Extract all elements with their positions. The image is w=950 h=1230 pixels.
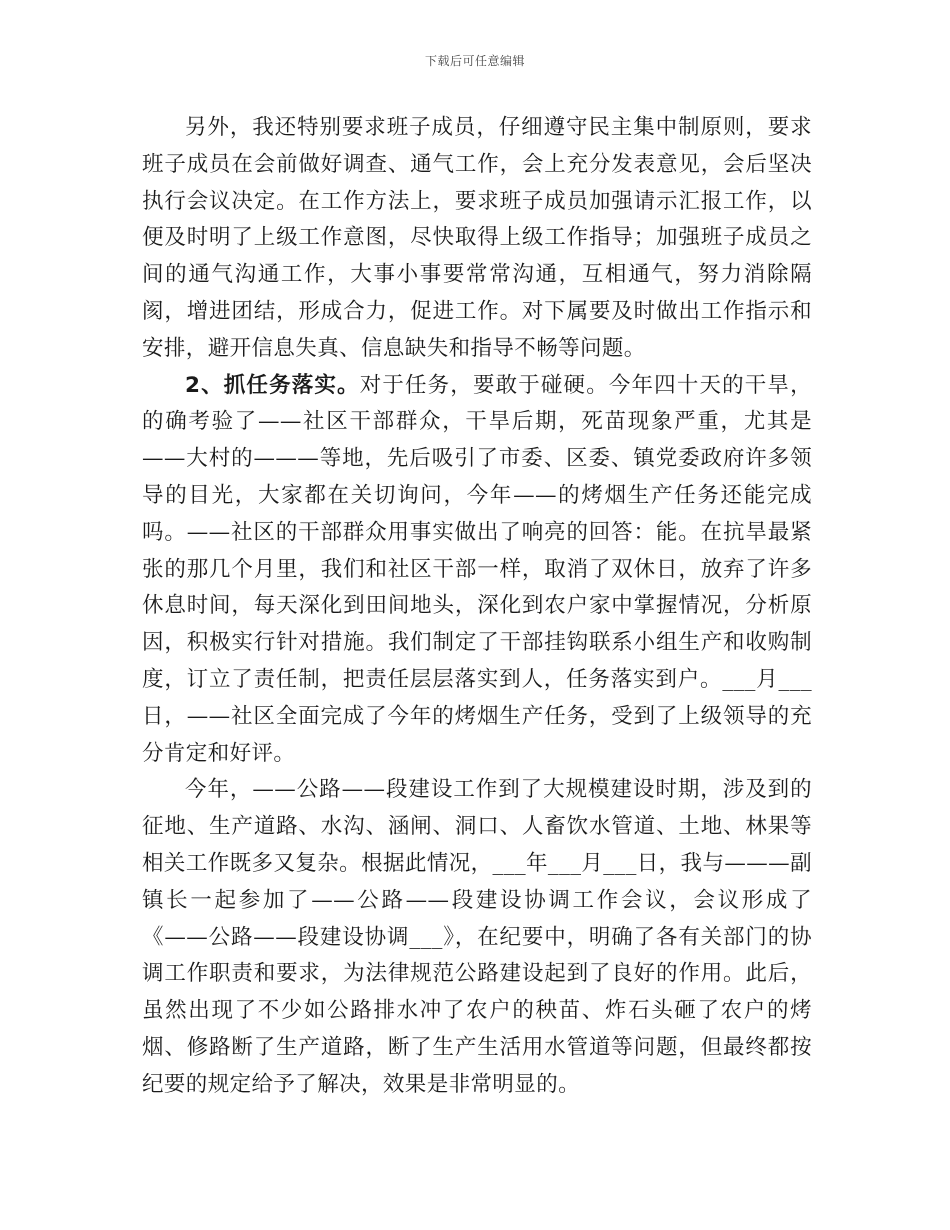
paragraph-1-text: 另外，我还特别要求班子成员，仔细遵守民主集中制原则，要求班子成员在会前做好调查、通气工作，会上充分发表意见，会后坚决执行会议决定。在工作方法上，要求班子成员加强请示汇报工作，以便及时明了上级工作意图，尽快取得上级工作指导；加强班子成员之间的通气沟通工作，大事小事要常常沟通，互相通气，努力消除隔阂，增进团结，形成合力，促进工作。对下属要及时做出工作指示和安排，避开信息失真、信息缺失和指导不畅等问题。 [142, 115, 812, 361]
paragraph-3-text: 今年，——公路——段建设工作到了大规模建设时期，涉及到的征地、生产道路、水沟、涵闸、洞口、人畜饮水管道、土地、林果等相关工作既多又复杂。根据此情况，___年___月___日，我与———副镇长一起参加了——公路——段建设协调工作会议，会议形成了《——公路——段建设协调___》，在纪要中，明确了各有关部门的协调工作职责和要求，为法律规范公路建设起到了良好的作用。此后，虽然出现了不少如公路排水冲了农户的秧苗、炸石头砸了农户的烤烟、修路断了生产道路，断了生产生活用水管道等问题，但最终都按纪要的规定给予了解决，效果是非常明显的。 [142, 777, 812, 1097]
document-body [142, 110, 812, 1104]
paragraph-1 [142, 110, 812, 368]
paragraph-2-heading: 2、抓任务落实。 [185, 372, 360, 398]
paragraph-2 [142, 368, 812, 773]
page-header-note: 下载后可任意编辑 [424, 54, 525, 68]
paragraph-3 [142, 772, 812, 1103]
paragraph-2-text: 对于任务，要敢于碰硬。今年四十天的干旱，的确考验了——社区干部群众，干旱后期，死苗现象严重，尤其是——大村的———等地，先后吸引了市委、区委、镇党委政府许多领导的目光，大家都在关切询问，今年——的烤烟生产任务还能完成吗。——社区的干部群众用事实做出了响亮的回答：能。在抗旱最紧张的那几个月里，我们和社区干部一样，取消了双休日，放弃了许多休息时间，每天深化到田间地头，深化到农户家中掌握情况，分析原因，积极实行针对措施。我们制定了干部挂钩联系小组生产和收购制度，订立了责任制，把责任层层落实到人，任务落实到户。___月___日，——社区全面完成了今年的烤烟生产任务，受到了上级领导的充分肯定和好评。 [142, 372, 812, 766]
